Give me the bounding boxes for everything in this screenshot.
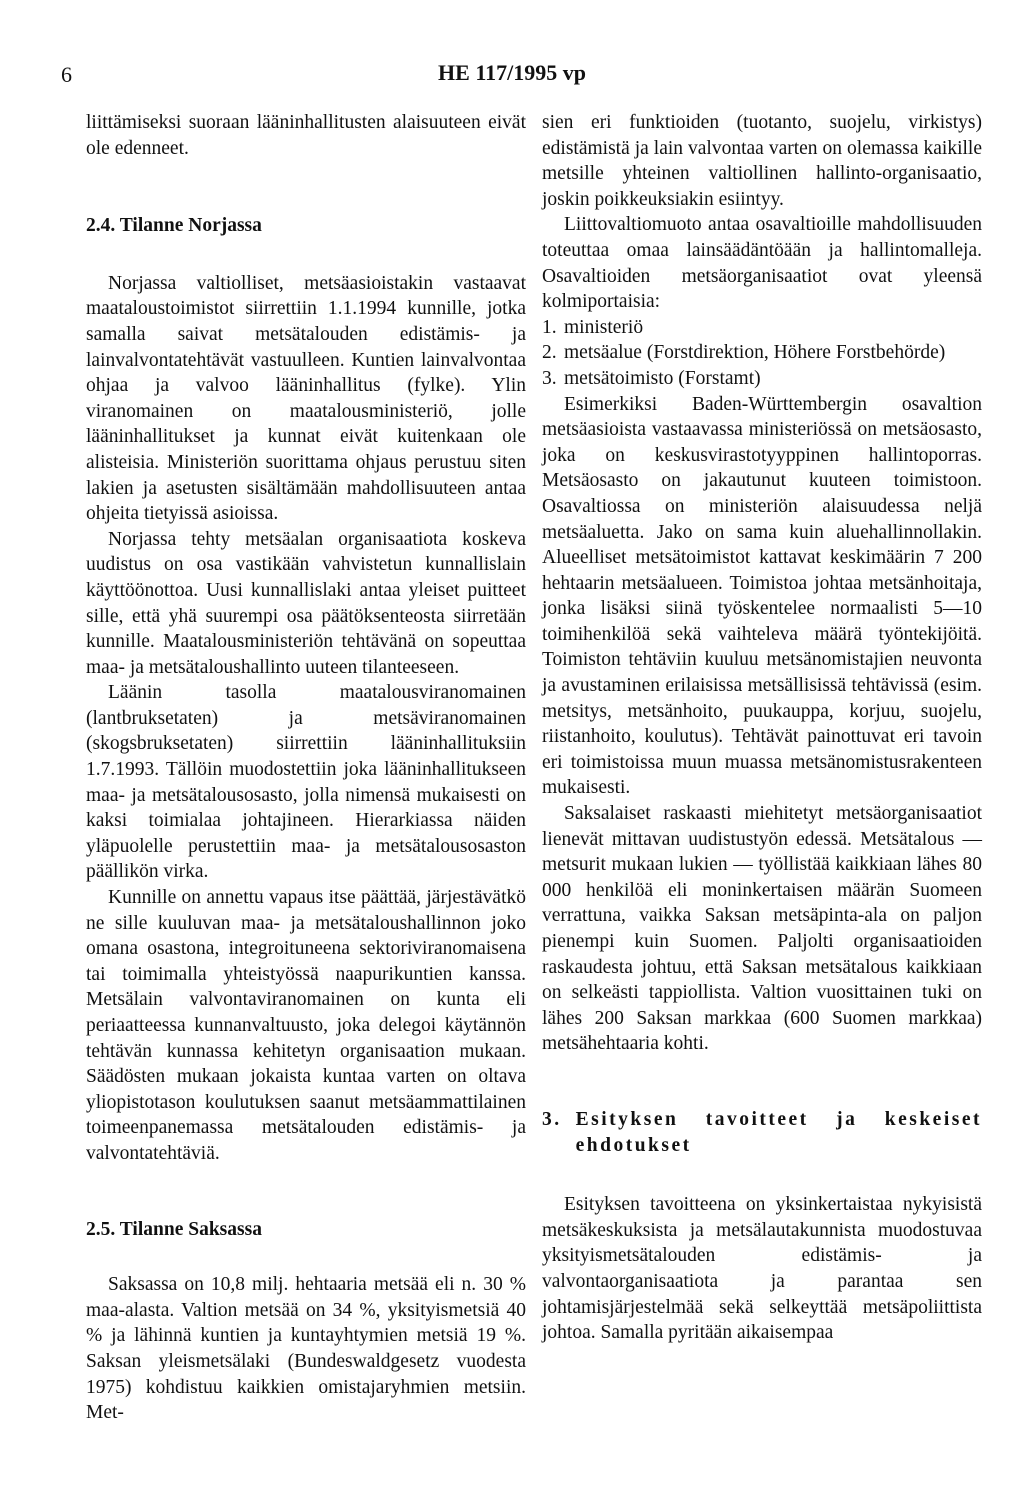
chapter-number: 3. <box>542 1108 562 1130</box>
section-heading-germany: 2.5. Tilanne Saksassa <box>86 1218 262 1240</box>
paragraph-norway-3: Läänin tasolla maatalousviranomainen (lantbruksetaten) ja metsäviranomainen (skogsbruksetaten) siirrettiin lääninhallituksiin 1.7.1993. Tällöin muodostettiin joka lääninhallitukseen maa- ja metsätalousosasto, jolla nimensä mukaisesti on kaksi toimialaa johtajineen. Hierarkiassa näiden yläpuolelle perustettiin maa- ja metsätalousosaston päällikön virka. <box>86 682 526 883</box>
list-item <box>542 340 982 366</box>
paragraph-intro: liittämiseksi suoraan lääninhallitusten alaisuuteen eivät ole edenneet. <box>86 112 526 159</box>
paragraph-norway-4: Kunnille on annettu vapaus itse päättää, järjestävätkö ne sille kuuluvan maa- ja metsätaloushallinnon joko omana osastona, integroituneena sektoriviranomaisena tai toimimalla yhteistyössä naapurikuntien kanssa. Metsälain valvontaviranomainen on kunta eli periaatteessa kunnanvaltuusto, joka delegoi käytännön tehtävän kunnassa kehitetyn organisaation mukaan. Säädösten mukaan jokaista kuntaa varten on oltava yliopistotason koulutuksen saanut metsäammattilainen toimeenpanemassa metsätalouden edistämis- ja valvontatehtäviä. <box>86 887 526 1164</box>
chapter-heading-3 <box>542 1107 982 1158</box>
list-item-text: metsätoimisto (Forstamt) <box>564 367 761 389</box>
list-item-number: 2. <box>542 342 557 364</box>
right-column <box>542 110 982 1346</box>
list-item-text: metsäalue (Forstdirektion, Höhere Forstbehörde) <box>564 342 946 364</box>
running-head: HE 117/1995 vp <box>438 60 586 85</box>
paragraph-german-organisations: Saksalaiset raskaasti miehitetyt metsäorganisaatiot lienevät mittavan uudistustyön edessä. Metsätalous — metsurit mukaan lukien — työllistää kaikkiaan lähes 80 000 henkilöä eli moninkertaisen määrän Suomeen verrattuna, vaikka Saksan metsäpinta-ala on paljon pienempi kuin Suomen. Paljolti organisaatioiden raskaudesta johtuu, että Saksan metsätalous kaikkiaan on selkeästi tappiollista. Valtion vuosittainen tuki on lähes 200 Saksan markkaa (600 Suomen markkaa) metsähehtaaria kohti. <box>542 803 982 1055</box>
list-item-text: ministeriö <box>564 316 644 338</box>
list-item <box>542 366 982 392</box>
page-number: 6 <box>61 62 72 87</box>
list-item <box>542 315 982 341</box>
paragraph-norway-1: Norjassa valtiolliset, metsäasioistakin vastaavat maataloustoimistot siirrettiin 1.1.1994 kunnille, jotka samalla saivat metsätalouden edistämis- ja lainvalvontatehtävät vastuulleen. Kuntien lainvalvontaa ohjaa ja valvoo lääninhallitus (fylke). Ylin viranomainen on maatalousministeriö, jolle lääninhallitukset ja kunnat eivät kuitenkaan ole alisteisia. Ministeriön suorittama ohjaus perustuu siten lakien ja asetusten sisältämään mahdollisuuteen antaa ohjeita tietyissä asioissa. <box>86 272 526 525</box>
organisation-levels-list <box>542 315 982 392</box>
paragraph-germany-1: Saksassa on 10,8 milj. hehtaaria metsää eli n. 30 % maa-alasta. Valtion metsää on 34 %, yksityismetsiä 40 % ja lähinnä kuntien ja kuntayhtymien metsiä 19 %. Saksan yleismetsälaki (Bundeswaldgesetz vuodesta 1975) kohdistuu kaikkien omistajaryhmien metsiin. Met- <box>86 1274 526 1424</box>
paragraph-continued: sien eri funktioiden (tuotanto, suojelu, virkistys) edistämistä ja lain valvontaa varten on olemassa kaikille metsille yhteinen valtiollinen hallinto-organisaatio, joskin poikkeuksiakin esiintyy. <box>542 112 982 210</box>
list-item-number: 3. <box>542 367 557 389</box>
left-column <box>86 110 526 1426</box>
section-heading-norway: 2.4. Tilanne Norjassa <box>86 215 262 237</box>
paragraph-goals: Esityksen tavoitteena on yksinkertaistaa nykyisistä metsäkeskuksista ja metsälautakunnista muodostuvaa yksityismetsätalouden edistämis- ja valvontaorganisaatiota ja parantaa sen johtamisjärjestelmää sekä selkeyttää metsäpoliittista johtoa. Samalla pyritään aikaisempaa <box>542 1194 982 1344</box>
paragraph-baden-wurttemberg: Esimerkiksi Baden-Württembergin osavaltion metsäasioista vastaavassa ministeriössä on metsäosasto, joka on keskusvirastotyyppinen hallintoporras. Metsäosasto on jakautunut kuuteen toimistoon. Osavaltiossa on ministeriön alaisuudessa neljä metsäaluetta. Jako on sama kuin aluehallinnollakin. Alueelliset metsätoimistot kattavat keskimäärin 7 200 hehtaarin metsäalueen. Toimistoa johtaa metsänhoitaja, jonka lisäksi siinä työskentelee normaalisti 5—10 toimihenkilöä sekä vaihteleva määrä työntekijöitä. Toimiston tehtäviin kuuluu metsänomistajien neuvonta ja avustaminen erilaisissa metsällisissä tehtävissä (esim. metsitys, metsänhoito, puukauppa, korjuu, suojelu, riistanhoito, koulutus). Tehtävät painottuvat eri tavoin eri toimistoissa muun muassa metsänomistusrakenteen mukaisesti. <box>542 393 982 799</box>
paragraph-federal: Liittovaltiomuoto antaa osavaltioille mahdollisuuden toteuttaa omaa lainsäädäntöään ja hallintomalleja. Osavaltioiden metsäorganisaatiot ovat yleensä kolmiportaisia: <box>542 214 982 313</box>
list-item-number: 1. <box>542 316 557 338</box>
paragraph-norway-2: Norjassa tehty metsäalan organisaatiota koskeva uudistus on osa vastikään vahvistetun kunnallislain käyttöönottoa. Uusi kunnallislaki antaa yleiset puitteet sille, että yhä suurempi osa päätöksenteosta siirretään kunnille. Maatalousministeriön tehtävänä on sopeuttaa maa- ja metsätaloushallinto uuteen tilanteeseen. <box>86 528 526 678</box>
chapter-title: Esityksen tavoitteet ja keskeiset ehdotukset <box>575 1108 982 1156</box>
